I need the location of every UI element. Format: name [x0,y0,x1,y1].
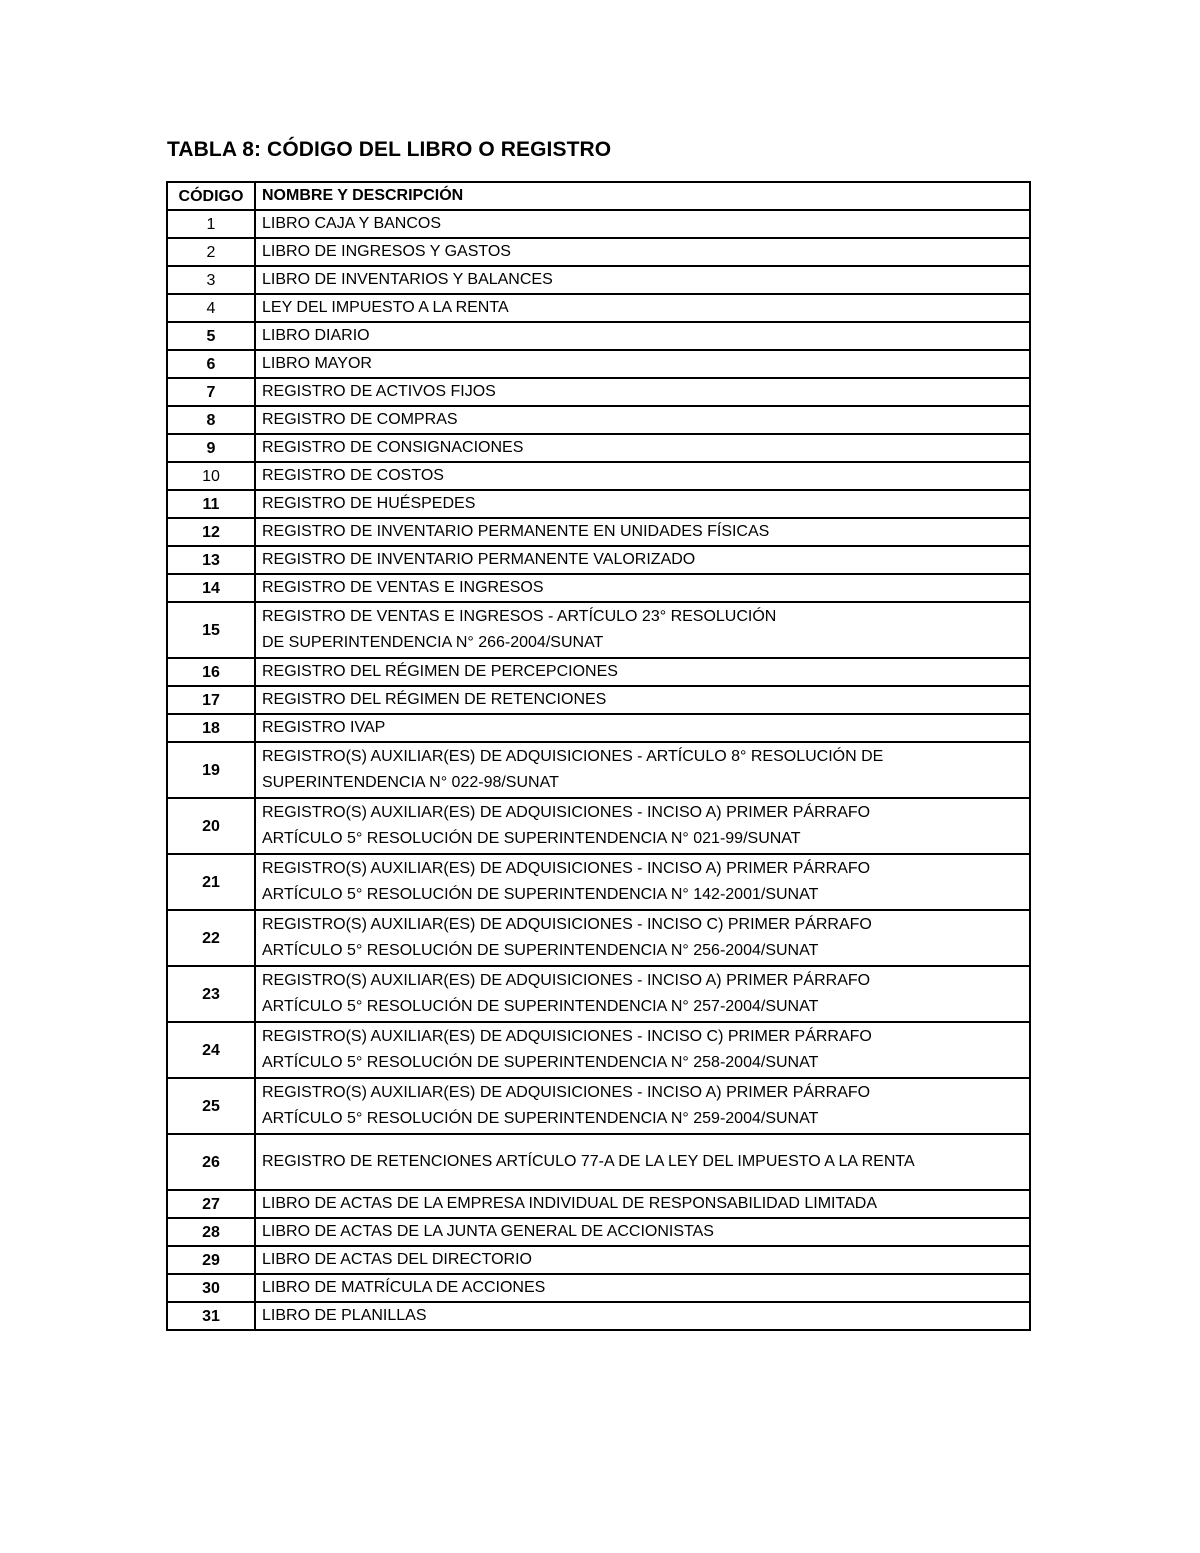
table-row [167,1218,1030,1246]
row-description: REGISTRO DE COMPRAS [255,406,1030,434]
row-code: 19 [167,742,255,798]
row-description: REGISTRO DE INVENTARIO PERMANENTE VALORIZADO [255,546,1030,574]
row-description: REGISTRO(S) AUXILIAR(ES) DE ADQUISICIONES - INCISO A) PRIMER PÁRRAFO ARTÍCULO 5° RESOLUCIÓN DE SUPERINTENDENCIA N° 259-2004/SUNAT [255,1078,1030,1134]
row-description: LIBRO DE INGRESOS Y GASTOS [255,238,1030,266]
row-code: 2 [167,238,255,266]
row-code: 8 [167,406,255,434]
table-row [167,294,1030,322]
table-row [167,350,1030,378]
row-description: LIBRO DIARIO [255,322,1030,350]
row-description: REGISTRO IVAP [255,714,1030,742]
table-row [167,1246,1030,1274]
table-row [167,238,1030,266]
row-code: 6 [167,350,255,378]
row-description: REGISTRO DEL RÉGIMEN DE PERCEPCIONES [255,658,1030,686]
table-row [167,518,1030,546]
row-code: 15 [167,602,255,658]
row-description: REGISTRO DE VENTAS E INGRESOS [255,574,1030,602]
row-code: 24 [167,1022,255,1078]
table-row [167,574,1030,602]
row-description: REGISTRO(S) AUXILIAR(ES) DE ADQUISICIONES - INCISO C) PRIMER PÁRRAFO ARTÍCULO 5° RESOLUCIÓN DE SUPERINTENDENCIA N° 256-2004/SUNAT [255,910,1030,966]
table-header-row [167,182,1030,210]
table-row [167,686,1030,714]
table-row [167,966,1030,1022]
row-code: 22 [167,910,255,966]
table-row [167,1190,1030,1218]
table-row [167,1078,1030,1134]
row-description: REGISTRO DE CONSIGNACIONES [255,434,1030,462]
row-code: 14 [167,574,255,602]
row-code: 27 [167,1190,255,1218]
row-code: 13 [167,546,255,574]
table-row [167,854,1030,910]
page-title: TABLA 8: CÓDIGO DEL LIBRO O REGISTRO [167,138,612,161]
header-code: CÓDIGO [167,182,255,210]
table-row [167,378,1030,406]
table-row [167,714,1030,742]
table-row [167,658,1030,686]
row-description: LIBRO CAJA Y BANCOS [255,210,1030,238]
row-description: REGISTRO DE ACTIVOS FIJOS [255,378,1030,406]
table-row [167,406,1030,434]
row-code: 29 [167,1246,255,1274]
row-code: 30 [167,1274,255,1302]
row-description: LIBRO DE ACTAS DE LA JUNTA GENERAL DE ACCIONISTAS [255,1218,1030,1246]
table-row [167,602,1030,658]
row-description: LIBRO DE ACTAS DE LA EMPRESA INDIVIDUAL DE RESPONSABILIDAD LIMITADA [255,1190,1030,1218]
row-description: REGISTRO DE RETENCIONES ARTÍCULO 77-A DE LA LEY DEL IMPUESTO A LA RENTA [255,1134,1030,1190]
table-row [167,490,1030,518]
row-description: REGISTRO DE HUÉSPEDES [255,490,1030,518]
row-code: 16 [167,658,255,686]
table-row [167,266,1030,294]
row-description: LIBRO DE INVENTARIOS Y BALANCES [255,266,1030,294]
row-description: LIBRO MAYOR [255,350,1030,378]
row-description: LIBRO DE ACTAS DEL DIRECTORIO [255,1246,1030,1274]
row-description: LIBRO DE MATRÍCULA DE ACCIONES [255,1274,1030,1302]
table-row [167,798,1030,854]
table-row [167,1274,1030,1302]
row-code: 9 [167,434,255,462]
row-code: 21 [167,854,255,910]
row-code: 31 [167,1302,255,1330]
row-description: REGISTRO DE COSTOS [255,462,1030,490]
table-row [167,210,1030,238]
row-description: LEY DEL IMPUESTO A LA RENTA [255,294,1030,322]
row-description: REGISTRO DE INVENTARIO PERMANENTE EN UNIDADES FÍSICAS [255,518,1030,546]
row-description: REGISTRO(S) AUXILIAR(ES) DE ADQUISICIONES - INCISO C) PRIMER PÁRRAFO ARTÍCULO 5° RESOLUCIÓN DE SUPERINTENDENCIA N° 258-2004/SUNAT [255,1022,1030,1078]
row-code: 20 [167,798,255,854]
row-code: 3 [167,266,255,294]
row-code: 5 [167,322,255,350]
row-code: 17 [167,686,255,714]
row-code: 18 [167,714,255,742]
row-description: LIBRO DE PLANILLAS [255,1302,1030,1330]
row-description: REGISTRO(S) AUXILIAR(ES) DE ADQUISICIONES - ARTÍCULO 8° RESOLUCIÓN DE SUPERINTENDENCIA N° 022-98/SUNAT [255,742,1030,798]
header-description: NOMBRE Y DESCRIPCIÓN [255,182,1030,210]
row-description: REGISTRO(S) AUXILIAR(ES) DE ADQUISICIONES - INCISO A) PRIMER PÁRRAFO ARTÍCULO 5° RESOLUCIÓN DE SUPERINTENDENCIA N° 142-2001/SUNAT [255,854,1030,910]
row-code: 28 [167,1218,255,1246]
row-code: 11 [167,490,255,518]
row-description: REGISTRO(S) AUXILIAR(ES) DE ADQUISICIONES - INCISO A) PRIMER PÁRRAFO ARTÍCULO 5° RESOLUCIÓN DE SUPERINTENDENCIA N° 021-99/SUNAT [255,798,1030,854]
row-code: 26 [167,1134,255,1190]
table-row [167,1302,1030,1330]
row-code: 23 [167,966,255,1022]
table-row [167,1022,1030,1078]
table-row [167,322,1030,350]
row-code: 7 [167,378,255,406]
row-description: REGISTRO DEL RÉGIMEN DE RETENCIONES [255,686,1030,714]
row-code: 1 [167,210,255,238]
row-code: 10 [167,462,255,490]
row-code: 25 [167,1078,255,1134]
table-row [167,546,1030,574]
table-row [167,1134,1030,1190]
row-code: 4 [167,294,255,322]
codes-table [166,181,1031,1331]
row-description: REGISTRO(S) AUXILIAR(ES) DE ADQUISICIONES - INCISO A) PRIMER PÁRRAFO ARTÍCULO 5° RESOLUCIÓN DE SUPERINTENDENCIA N° 257-2004/SUNAT [255,966,1030,1022]
table-row [167,462,1030,490]
table-row [167,434,1030,462]
row-description: REGISTRO DE VENTAS E INGRESOS - ARTÍCULO 23° RESOLUCIÓN DE SUPERINTENDENCIA N° 266-2004/SUNAT [255,602,1030,658]
table-row [167,910,1030,966]
row-code: 12 [167,518,255,546]
table-row [167,742,1030,798]
